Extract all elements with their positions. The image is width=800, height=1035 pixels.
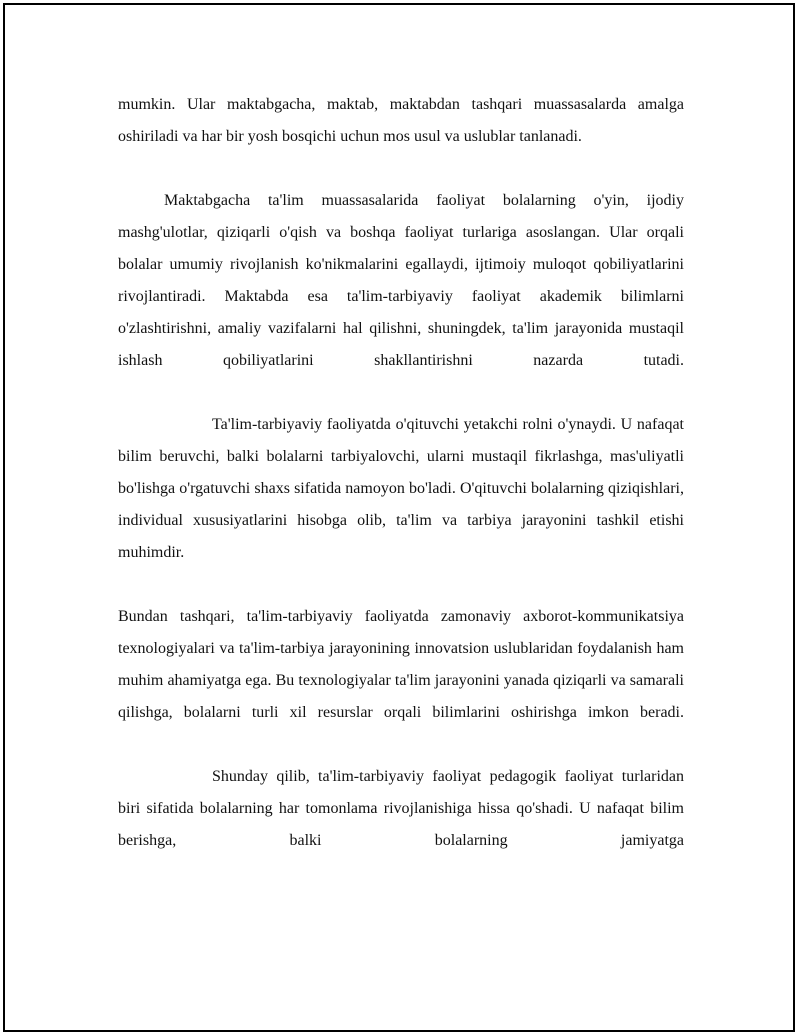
paragraph-continuation: mumkin. Ular maktabgacha, maktab, maktabdan tashqari muassasalarda amalga oshiriladi va har bir yosh bosqichi uchun mos usul va uslublar tanlanadi. xyxy=(118,96,684,145)
paragraph-gap xyxy=(118,729,684,761)
paragraph-preschool-activity: Maktabgacha ta'lim muassasalarida faoliyat bolalarning o'yin, ijodiy mashg'ulotlar, qiziqarli o'qish va boshqa faoliyat turlariga asoslangan. Ular orqali bolalar umumiy rivojlanish ko'nikmalarini egallaydi, ijtimoiy muloqot qobiliyatlarini rivojlantiradi. Maktabda esa ta'lim-tarbiyaviy faoliyat akademik bilimlarni o'zlashtirishni, amaliy vazifalarni hal qilishni, shuningdek, ta'lim jarayonida mustaqil ishlash qobiliyatlarini shakllantirishni nazarda tutadi. xyxy=(118,192,684,369)
paragraph-gap xyxy=(118,569,684,601)
paragraph-teacher-role: Ta'lim-tarbiyaviy faoliyatda o'qituvchi yetakchi rolni o'ynaydi. U nafaqat bilim beruvchi, balki bolalarni tarbiyalovchi, ularni mustaqil fikrlashga, mas'uliyatli bo'lishga o'rgatuvchi shaxs sifatida namoyon bo'ladi. O'qituvchi bolalarning qiziqishlari, individual xususiyatlarini hisobga olib, ta'lim va tarbiya jarayonini tashkil etishi muhimdir. xyxy=(118,416,684,561)
paragraph-ict-technologies: Bundan tashqari, ta'lim-tarbiyaviy faoliyatda zamonaviy axborot-kommunikatsiya texnologiyalari va ta'lim-tarbiya jarayonining innovatsion uslublaridan foydalanish ham muhim ahamiyatga ega. Bu texnologiyalar ta'lim jarayonini yanada qiziqarli va samarali qilishga, bolalarni turli xil resurslar orqali bilimlarini oshirishga imkon beradi. xyxy=(118,608,684,721)
paragraph-conclusion: Shunday qilib, ta'lim-tarbiyaviy faoliyat pedagogik faoliyat turlaridan biri sifatida bolalarning har tomonlama rivojlanishiga hissa qo'shadi. U nafaqat bilim berishga, balki bolalarning jamiyatga xyxy=(118,768,684,849)
paragraph-gap xyxy=(118,153,684,185)
paragraph-gap xyxy=(118,377,684,409)
document-body xyxy=(118,89,684,857)
